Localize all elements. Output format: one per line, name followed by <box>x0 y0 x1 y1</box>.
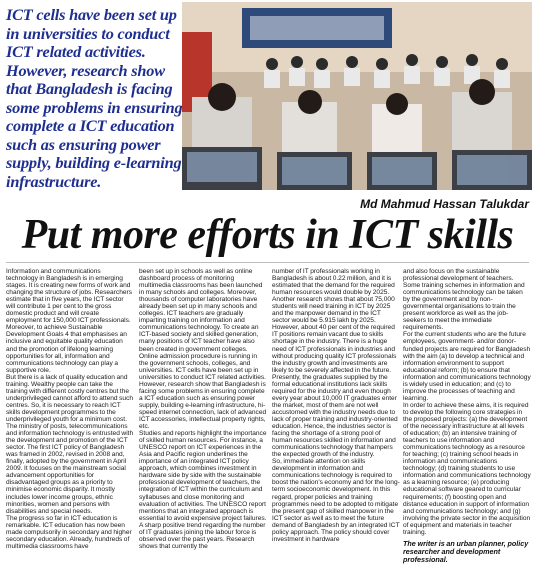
body-column-4 <box>403 268 531 564</box>
paragraph: Studies and reports highlight the importance of skilled human resources. For instance, a UNESCO report on ICT experiences in the Asia and Pacific region underlines the importance of an integrated ICT policy approach, which combines investment in hardware side by side with the sustainable professional development of teachers, the integration of ICT within the curriculum and syllabuses and close monitoring and evaluation of activities. The UNESCO report mentions that an integrated approach is essential to avoid expensive project failures. A sharp positive trend regarding the number of IT graduates joining the labour force is observed over the past years. Research shows that currently the <box>139 430 267 550</box>
paragraph: In order to achieve these aims, it is required to develop the following core strategies in the proposed projects: (a) the development of the necessary infrastructure at all levels of education; (b) an intensive training of teachers to use information and communications technology as a resource for teaching; (c) training school heads in information and communications technology; (d) training students to use information and communications technology as a learning resource; (e) producing educational software geared to curricular requirements; (f) boosting open and distance education in support of information and communications technology; and (g) involving the private sector in the acquisition of equipment and materials in teacher training. <box>403 401 531 536</box>
body-column-1 <box>6 268 134 550</box>
paragraph: and also focus on the sustainable professional development of teachers. Some training schemes in information and communications technology can be taken by the government and by non-governmental organisations to train the present workforce as well as the job-seekers to meet the immediate requirements. <box>403 268 525 332</box>
paragraph: So, immediate attention on skills development in information and communications technology is required to boost the nation's economy and for the long-term socioeconomic development. In this regard, proper policies and training programmes need to be adopted to mitigate the present gap of skilled manpower in the ICT sector as well as to meet the future demand of Bangladesh by an integrated ICT policy approach. The policy should cover investment in hardware <box>272 458 400 543</box>
author-note: The writer is an urban planner, policy researcher and development professional. <box>403 538 529 564</box>
paragraph: The progress so far in ICT education is remarkable. ICT education has now been made compulsorily in secondary and higher secondary education. Already, hundreds of multimedia classrooms have <box>6 514 132 550</box>
divider <box>6 262 529 263</box>
body-column-2 <box>139 268 267 550</box>
classroom-photo-illustration <box>182 2 532 190</box>
paragraph: But there is a lack of quality education and training. Wealthy people can take the training with different costly centres but the underprivileged cannot afford to attend such centres. So, it is necessary to reach ICT skills development programmes to the underprivileged youth for a minimum cost. <box>6 373 134 423</box>
classroom-photo <box>182 2 532 190</box>
paragraph: been set up in schools as well as online dashboard process of monitoring multimedia classrooms has been launched in many schools and colleges. Moreover, thousands of computer laboratories have already been set up in many schools and colleges. ICT teachers are gradually imparting training on information and communications technology. To create an ICT-based society and skilled generation, many positions of ICT teacher have also been created in government colleges. Online admission procedure is running in the government schools, colleges, and universities. ICT cells have been set up in universities to conduct ICT related activities. However, research show that Bangladesh is facing some problems in ensuring complete a ICT education such as ensuring power supply, building e-learning infrastructure, hi-speed internet connection, lack of advanced ICT accessories, intellectual property rights, etc. <box>139 268 267 431</box>
body-column-3 <box>272 268 400 543</box>
byline: Md Mahmud Hassan Talukdar <box>360 197 529 211</box>
paragraph: Information and communications technology in Bangladesh is in emerging stages. It is creating new forms of work and changing the structure of jobs. Researchers estimate that in five years, the ICT sector will contribute 1 per cent to the gross domestic product and will create employment for 150,000 ICT professionals. Moreover, to achieve Sustainable Development Goals 4 that emphasises an inclusive and equitable quality education and the promotion of lifelong learning opportunities for all, information and communications technology can play a supportive role. <box>6 268 133 374</box>
paragraph: The ministry of posts, telecommunications and information technology is entrusted with the development and promotion of the ICT sector. The first ICT policy of Bangladesh was framed in 2002, revised in 2008 and, finally, adopted by the government in April 2009. It focuses on the mainstream social advancement opportunities for disadvantaged groups as a priority to minimise economic disparity. It mostly includes lower income groups, ethnic minorities, women and persons with disabilities and special needs. <box>6 423 134 515</box>
headline: Put more efforts in ICT skills <box>21 212 514 258</box>
paragraph: number of IT professionals working in Bangladesh is about 0.22 million, and it is estimated that the demand for the required human resources would double by 2025. Another research shows that about 75,000 students will need training in ICT by 2025 and the manpower demand in the ICT sector would be 5.915 lakh by 2025. However, about 40 per cent of the required IT positions remain vacant due to skills shortage in the industry. There is a huge need of ICT professionals in industries and without producing quality ICT professionals the industry growth and investments are likely to be severely affected in the future. Presently, the graduates supplied by the formal educational institutions lack skills required for the industry and even though every year about 10,000 IT graduates enter the market, most of them are not well accustomed with the industry needs due to lack of proper training and industry-oriented education. Hence, the industries sector is facing the shortage of a strong pool of human resources skilled in information and communications technology that hampers the expected growth of the industry. <box>272 268 398 459</box>
pull-quote: ICT cells have been set up in universities to conduct ICT related activities. However, research show that Bangladesh is facing some problems in ensuring complete a ICT education such as ensuring power supply, building e-learning infrastructure. <box>6 5 183 191</box>
paragraph: For the current students who are the future employees, government- and/or donor-funded projects are required for Bangladesh with the aim (a) to develop a technical and information environment to support educational reform; (b) to ensure that information and communications technology is widely used in education; and (c) to improve the processes of teaching and learning. <box>403 331 531 402</box>
